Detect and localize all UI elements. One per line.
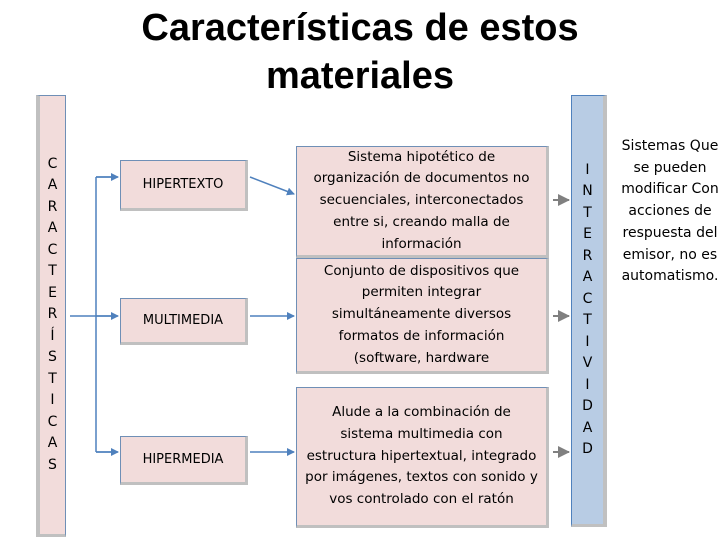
right-bar-letter: I [585,376,590,393]
right-bar-letter: D [582,441,593,457]
right-bar-letter: T [583,312,592,328]
interactividad-vertical-bar [571,95,607,527]
category-label: HIPERMEDIA [142,452,224,467]
left-bar-letter: R [47,306,58,323]
category-label: HIPERTEXTO [142,177,224,192]
left-bar-letter: A [47,435,58,452]
right-bar-letter: I [585,161,590,178]
description-text: Sistema hipotético de organización de documentos no secuenciales, interconectados entre si, creando malla de información [313,148,530,252]
right-bar-letter: C [582,290,593,307]
description-multimedia [296,258,549,374]
left-bar-letter: T [48,370,57,387]
description-hipermedia [296,387,549,528]
interactividad-note: Sistemas Que se pueden modificar Con acciones de respuesta del emisor, no es automatismo. [621,138,719,285]
right-bar-letter: R [582,247,593,264]
left-bar-letter: S [48,349,57,366]
left-bar-letter: E [48,284,57,301]
category-hipermedia [120,436,248,485]
right-bar-letter: D [582,398,593,414]
right-bar-letter: A [582,419,593,436]
left-bar-letter: C [47,413,58,430]
right-bar-letter: T [583,204,592,221]
left-bar-letter: S [48,456,57,473]
description-text: Alude a la combinación de sistema multimedia con estructura hipertextual, integrado por imágenes, textos con sonido y vos controlado con el ratón [305,404,538,508]
description-text: Conjunto de dispositivos que permiten integrar simultáneamente diversos formatos de información (software, hardware [323,262,520,366]
arrow-hipertexto-to-description [250,177,294,194]
description-hipertexto [296,146,549,258]
right-bar-letter: A [582,269,593,285]
left-bar-letter: R [47,198,58,215]
left-bar-letter: A [47,177,58,194]
category-hipertexto [120,160,248,211]
bracket-connector [70,177,115,452]
left-bar-letter: A [47,220,58,237]
right-bar-letter: E [583,226,592,242]
right-bar-letter: V [582,355,593,371]
right-bar-letter: N [582,183,593,199]
left-bar-letter: I [50,392,55,409]
left-bar-letter: Í [50,327,55,344]
left-bar-letter: T [48,263,57,280]
right-bar-letter: I [585,333,590,350]
category-label: MULTIMEDIA [142,313,224,328]
left-bar-letter: C [47,155,58,172]
page-title: Características de estos materiales [141,7,579,97]
category-multimedia [120,298,248,345]
left-bar-letter: C [47,241,58,258]
